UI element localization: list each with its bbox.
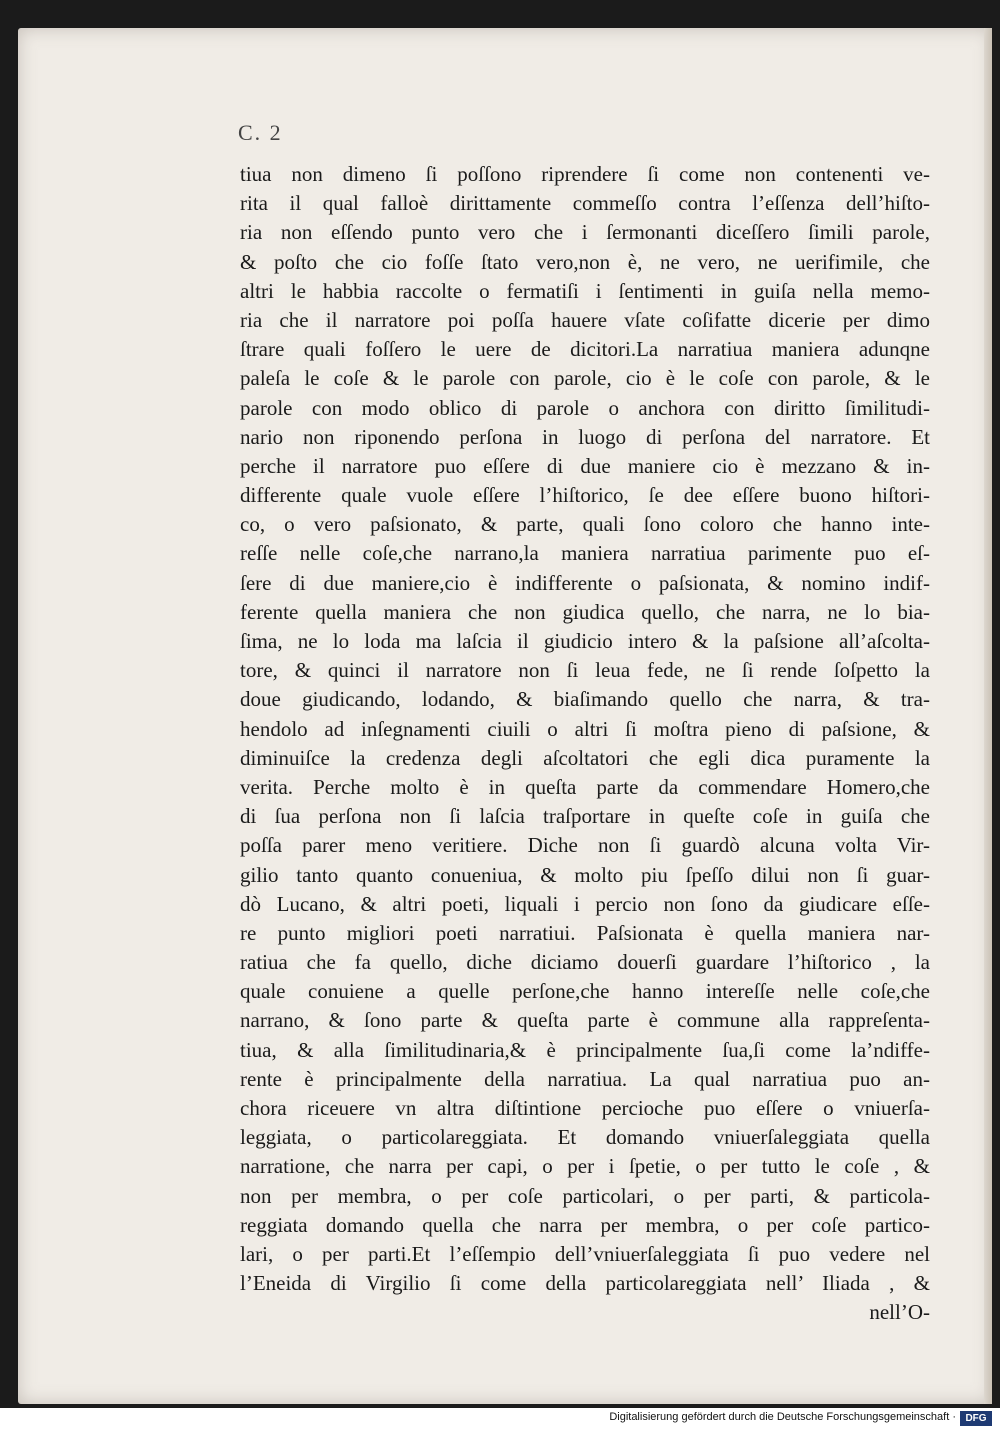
text-line: nario non riponendo perſona in luogo di perſona del narratore. Et (240, 424, 930, 449)
text-line: hendolo ad inſegnamenti ciuili o altri ſi moſtra pieno di paſsione, & (240, 716, 930, 741)
text-line: tore, & quinci il narratore non ſi leua fede, ne ſi rende ſoſpetto la (240, 658, 930, 683)
text-line: leggiata, o particolareggiata. Et domando vniuerſaleggiata quella (240, 1125, 930, 1150)
text-line: di ſua perſona non ſi laſcia traſportare in queſte coſe in guiſa che (240, 804, 930, 829)
body-text (240, 160, 930, 1328)
text-line: narrano, & ſono parte & queſta parte è commune alla rappreſenta- (240, 1008, 930, 1033)
text-line: reggiata domando quella che narra per membra, o per coſe partico- (240, 1212, 930, 1237)
text-line: gilio tanto quanto conueniua, & molto piu ſpeſſo dilui non ſi guar- (240, 862, 930, 887)
text-line: chora riceuere vn altra diſtintione percioche puo eſſere o vniuerſa- (240, 1096, 930, 1120)
text-line: tiua, & alla ſimilitudinaria,& è principalmente ſua,ſi come la’ndiffe- (240, 1037, 930, 1062)
text-line: & poſto che cio foſſe ſtato vero,non è, ne vero, ne uerifimile, che (240, 249, 930, 274)
text-line: ſima, ne lo loda ma laſcia il giudicio intero & la paſsione all’aſcolta- (240, 629, 930, 653)
text-line: verita. Perche molto è in queſta parte da commendare Homero,che (240, 774, 930, 799)
text-line: ria che il narratore poi poſſa hauere vſate coſifatte dicerie per dimo (240, 307, 930, 332)
catchword: nell’O- (869, 1300, 930, 1325)
funding-credit: Digitalisierung gefördert durch die Deutsche Forschungsgemeinschaft · (609, 1411, 956, 1423)
text-line: co, o vero paſsionato, & parte, quali ſono coloro che hanno inte- (240, 512, 930, 537)
text-line: doue giudicando, lodando, & biaſimando quello che narra, & tra- (240, 687, 930, 712)
text-line: poſſa parer meno veritiere. Diche non ſi guardò alcuna volta Vir- (240, 833, 930, 858)
text-line: narratione, che narra per capi, o per i ſpetie, o per tutto le coſe , & (240, 1154, 930, 1179)
text-line: ſtrare quali foſſero le uere de dicitori.La narratiua maniera adunqne (240, 337, 930, 362)
text-line: ria non eſſendo punto vero che i ſermonanti diceſſero ſimili parole, (240, 220, 930, 245)
page-number: C. 2 (238, 120, 283, 145)
book-page (18, 28, 992, 1404)
text-line: parole con modo oblico di parole o anchora con diritto ſimilitudi- (240, 395, 930, 420)
text-line: ferente quella maniera che non giudica quello, che narra, ne lo bia- (240, 599, 930, 624)
dfg-logo: DFG (960, 1411, 992, 1426)
text-line: perche il narratore puo eſſere di due maniere cio è mezzano & in- (240, 453, 930, 478)
page-edge (984, 28, 992, 1404)
text-line: diminuiſce la credenza degli aſcoltatori che egli dica puramente la (240, 745, 930, 770)
text-line: rita il qual falloè dirittamente commeſſo contra l’eſſenza dell’hiſto- (240, 191, 930, 216)
text-line: ſere di due maniere,cio è indifferente o paſsionata, & nomino indif- (240, 570, 930, 595)
text-line: paleſa le coſe & le parole con parole, cio è le coſe con parole, & le (240, 366, 930, 391)
text-line: ratiua che fa quello, diche diciamo douerſi guardare l’hiſtorico , la (240, 950, 930, 975)
footer-bar (0, 1408, 1000, 1429)
text-line: rente è principalmente della narratiua. La qual narratiua puo an- (240, 1066, 930, 1091)
text-line: altri le habbia raccolte o fermatiſi i ſentimenti in guiſa nella memo- (240, 278, 930, 303)
text-line: quale conuiene a quelle perſone,che hanno intereſſe nelle coſe,che (240, 979, 930, 1004)
text-line: tiua non dimeno ſi poſſono riprendere ſi come non contenenti ve- (240, 162, 930, 186)
text-line: non per membra, o per coſe particolari, o per parti, & particola- (240, 1183, 930, 1208)
text-line: dò Lucano, & altri poeti, liquali i percio non ſono da giudicare eſſe- (240, 891, 930, 916)
text-line: re punto migliori poeti narratiui. Paſsionata è quella maniera nar- (240, 920, 930, 945)
text-line: reſſe nelle coſe,che narrano,la maniera narratiua parimente puo eſ- (240, 541, 930, 566)
text-line: l’Eneida di Virgilio ſi come della particolareggiata nell’ Iliada , & (240, 1271, 930, 1296)
text-line: lari, o per parti.Et l’eſſempio dell’vniuerſaleggiata ſi puo vedere nel (240, 1241, 930, 1266)
text-line: differente quale vuole eſſere l’hiſtorico, ſe dee eſſere buono hiſtori- (240, 483, 930, 508)
